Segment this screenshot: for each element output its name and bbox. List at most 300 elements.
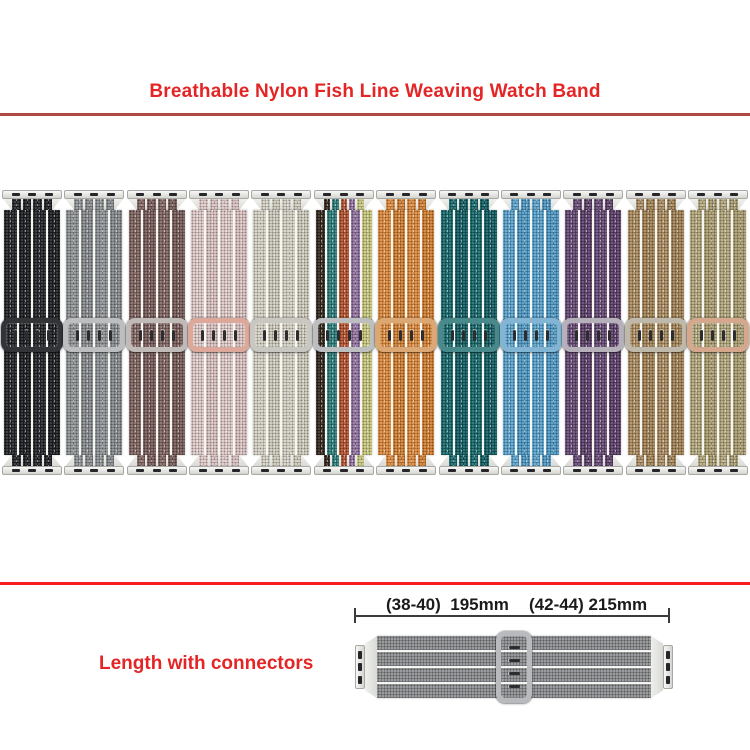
connector-slot [107, 469, 115, 473]
band-rope [272, 455, 281, 466]
band-buckle [126, 318, 188, 352]
buckle-screw [139, 330, 142, 341]
band-rope [449, 199, 458, 210]
size-label-42-44: (42-44) 215mm [529, 595, 648, 614]
band-body-wrap [191, 210, 247, 455]
connector-slot [573, 193, 581, 197]
band-rope [646, 199, 655, 210]
band-rope [147, 455, 156, 466]
band-rope [293, 199, 302, 210]
band-buckle [63, 318, 125, 352]
buckle-screw [348, 330, 351, 341]
band-rope [23, 455, 32, 466]
connector-slot [12, 469, 20, 473]
buckle-screw [711, 330, 714, 341]
band-connector-neck [688, 455, 748, 466]
connector-slot [215, 193, 223, 197]
band-rope [23, 199, 32, 210]
buckle-screw [296, 330, 299, 341]
connector-slot [358, 663, 362, 671]
band-connector-bar [189, 466, 249, 475]
buckle-screw [608, 330, 611, 341]
band-rope [418, 455, 427, 466]
band-buckle [438, 318, 500, 352]
band-rope [168, 455, 177, 466]
band-rope [584, 199, 593, 210]
band-body-wrap [441, 210, 497, 455]
buckle-screw [671, 330, 674, 341]
connector-slot [74, 193, 82, 197]
band-connector-neck [2, 199, 62, 210]
band-buckle [375, 318, 437, 352]
band-rope [397, 455, 406, 466]
band-rope [573, 455, 582, 466]
buckle-screw [575, 330, 578, 341]
band-rope [95, 199, 104, 210]
band-connector-neck [563, 455, 623, 466]
band-rope [729, 199, 738, 210]
band-connector-bar [251, 190, 311, 199]
buckle-screw [509, 685, 520, 688]
connector-slot [12, 193, 20, 197]
page-title: Breathable Nylon Fish Line Weaving Watch Band [149, 81, 601, 102]
connector-slot [510, 469, 518, 473]
band-connector-neck [64, 455, 124, 466]
connector-slot [481, 469, 489, 473]
connector-slot [465, 469, 473, 473]
band-buckle [250, 318, 312, 352]
band-body-wrap [378, 210, 434, 455]
band-connector-neck [251, 455, 311, 466]
diagram-band-buckle [496, 631, 532, 703]
band-rope [459, 199, 468, 210]
connector-slot [261, 193, 269, 197]
buckle-screw [586, 330, 589, 341]
band-rope [698, 199, 707, 210]
band-rope [719, 455, 728, 466]
band-rope [584, 455, 593, 466]
connector-slot [261, 469, 269, 473]
connector-slot [153, 469, 161, 473]
watch-band-orange [376, 190, 436, 475]
band-rope [85, 199, 94, 210]
band-body-wrap [129, 210, 185, 455]
band-connector-neck [127, 455, 187, 466]
band-connector-bar [501, 466, 561, 475]
buckle-screw [649, 330, 652, 341]
connector-slot [697, 193, 705, 197]
band-rope [459, 455, 468, 466]
band-rope [74, 455, 83, 466]
buckle-screw [201, 330, 204, 341]
band-connector-neck [688, 199, 748, 210]
band-connector-bar [501, 190, 561, 199]
connector-slot [448, 193, 456, 197]
band-rope [470, 199, 479, 210]
band-rope [511, 455, 520, 466]
band-rope [357, 455, 363, 466]
band-rope [199, 455, 208, 466]
band-rope [106, 199, 115, 210]
connector-slot [294, 193, 302, 197]
watch-band-cream [251, 190, 311, 475]
buckle-screw [212, 330, 215, 341]
connector-slot [340, 193, 348, 197]
connector-slot [666, 651, 670, 659]
connector-slot [419, 193, 427, 197]
band-rope [293, 455, 302, 466]
band-buckle [188, 318, 250, 352]
band-rope [698, 455, 707, 466]
band-rope [729, 455, 738, 466]
band-rope [282, 199, 291, 210]
band-connector-neck [501, 199, 561, 210]
band-rope [168, 199, 177, 210]
buckle-screw [359, 330, 362, 341]
band-rope [532, 455, 541, 466]
band-rope [386, 199, 395, 210]
connector-slot [199, 193, 207, 197]
connector-slot [527, 469, 535, 473]
band-connector-bar [688, 466, 748, 475]
band-rope [708, 455, 717, 466]
buckle-screw [47, 330, 50, 341]
band-rope [137, 455, 146, 466]
buckle-screw [285, 330, 288, 341]
connector-slot [199, 469, 207, 473]
band-buckle [562, 318, 624, 352]
band-rope [386, 455, 395, 466]
band-rope [147, 199, 156, 210]
connector-slot [45, 469, 53, 473]
band-connector-bar [563, 466, 623, 475]
band-rope [636, 199, 645, 210]
connector-slot [635, 193, 643, 197]
connector-slot [169, 193, 177, 197]
connector-slot [419, 469, 427, 473]
connector-slot [402, 193, 410, 197]
buckle-screw [150, 330, 153, 341]
buckle-screw [421, 330, 424, 341]
connector-slot [386, 469, 394, 473]
connector-slot [45, 193, 53, 197]
band-connector-neck [251, 199, 311, 210]
band-connector-bar [355, 645, 365, 689]
connector-slot [356, 193, 364, 197]
connector-slot [107, 193, 115, 197]
buckle-screw [597, 330, 600, 341]
connector-slot [232, 193, 240, 197]
band-connector-neck [626, 455, 686, 466]
connector-slot [606, 193, 614, 197]
band-connector-bar [626, 190, 686, 199]
band-rope [349, 199, 355, 210]
band-rope [605, 199, 614, 210]
band-rope [605, 455, 614, 466]
buckle-screw [509, 672, 520, 675]
connector-slot [323, 193, 331, 197]
band-rope [33, 199, 42, 210]
band-rope [85, 455, 94, 466]
buckle-screw [700, 330, 703, 341]
band-rope [282, 455, 291, 466]
bottom-divider-line [0, 582, 750, 585]
band-rope [332, 455, 338, 466]
connector-slot [90, 193, 98, 197]
buckle-screw [337, 330, 340, 341]
band-body-wrap [253, 210, 309, 455]
dimension-line [355, 615, 670, 617]
watch-band-khaki [626, 190, 686, 475]
band-rope [231, 455, 240, 466]
band-connector-neck [189, 199, 249, 210]
band-connector-bar [439, 190, 499, 199]
connector-slot [697, 469, 705, 473]
buckle-screw [263, 330, 266, 341]
band-connector-bar [2, 466, 62, 475]
band-rope [657, 199, 666, 210]
band-rope [573, 199, 582, 210]
band-connector-neck [189, 455, 249, 466]
band-connector-bar [663, 645, 673, 689]
connector-slot [356, 469, 364, 473]
buckle-screw [473, 330, 476, 341]
band-rope [594, 455, 603, 466]
connector-slot [323, 469, 331, 473]
connector-slot [543, 469, 551, 473]
band-connector-neck [376, 455, 436, 466]
connector-slot [169, 469, 177, 473]
buckle-screw [274, 330, 277, 341]
band-connector-bar [376, 190, 436, 199]
band-body-wrap [503, 210, 559, 455]
buckle-screw [660, 330, 663, 341]
connector-slot [136, 193, 144, 197]
watch-band-light-khaki [688, 190, 748, 475]
band-rope [480, 199, 489, 210]
band-rope [470, 455, 479, 466]
connector-slot [652, 193, 660, 197]
band-connector-bar [563, 190, 623, 199]
band-rope [521, 455, 530, 466]
band-rope [44, 199, 53, 210]
band-connector-bar [314, 466, 374, 475]
band-connector-bar [314, 190, 374, 199]
watch-band-brown [127, 190, 187, 475]
length-diagram-band [355, 636, 673, 698]
band-connector-neck [439, 199, 499, 210]
connector-slot [730, 193, 738, 197]
connector-slot [402, 469, 410, 473]
band-rope [95, 455, 104, 466]
band-rope [407, 455, 416, 466]
connector-slot [277, 469, 285, 473]
buckle-screw [451, 330, 454, 341]
watch-band-purple [563, 190, 623, 475]
band-connector-bar [189, 190, 249, 199]
band-rope [12, 455, 21, 466]
buckle-screw [87, 330, 90, 341]
band-rope [324, 455, 330, 466]
connector-slot [668, 193, 676, 197]
band-rope [480, 455, 489, 466]
band-connector-neck [314, 455, 374, 466]
watch-band-teal [439, 190, 499, 475]
buckle-screw [109, 330, 112, 341]
band-rope [667, 455, 676, 466]
band-connector-bar [2, 190, 62, 199]
band-rope [357, 199, 363, 210]
band-connector-neck [626, 199, 686, 210]
connector-slot [481, 193, 489, 197]
band-rope [646, 455, 655, 466]
buckle-screw [410, 330, 413, 341]
buckle-screw [14, 330, 17, 341]
band-buckle [687, 318, 749, 352]
band-rope [521, 199, 530, 210]
watch-band-rainbow [314, 190, 374, 475]
band-connector-bar [64, 466, 124, 475]
connector-slot [136, 469, 144, 473]
band-rope [667, 199, 676, 210]
band-connector-neck [127, 199, 187, 210]
band-rope [272, 199, 281, 210]
watch-band-blue [501, 190, 561, 475]
connector-slot [510, 193, 518, 197]
buckle-screw [524, 330, 527, 341]
band-buckle [313, 318, 375, 352]
connector-slot [232, 469, 240, 473]
band-rope [33, 455, 42, 466]
band-connector-neck [64, 199, 124, 210]
connector-slot [448, 469, 456, 473]
band-rope [44, 455, 53, 466]
connector-slot [714, 193, 722, 197]
buckle-screw [638, 330, 641, 341]
band-connector-neck [365, 636, 377, 698]
band-connector-bar [688, 190, 748, 199]
watch-band-pink [189, 190, 249, 475]
connector-slot [730, 469, 738, 473]
band-connector-neck [376, 199, 436, 210]
band-rope [407, 199, 416, 210]
band-rope [210, 455, 219, 466]
connector-slot [543, 193, 551, 197]
band-connector-neck [314, 199, 374, 210]
buckle-screw [388, 330, 391, 341]
band-connector-bar [127, 466, 187, 475]
connector-slot [666, 663, 670, 671]
connector-slot [340, 469, 348, 473]
connector-slot [589, 469, 597, 473]
band-rope [532, 199, 541, 210]
buckle-screw [172, 330, 175, 341]
band-rope [418, 199, 427, 210]
band-body-wrap [565, 210, 621, 455]
buckle-screw [509, 659, 520, 662]
connector-slot [386, 193, 394, 197]
buckle-screw [326, 330, 329, 341]
connector-slot [358, 676, 362, 684]
band-rope [341, 199, 347, 210]
band-rope [12, 199, 21, 210]
size-label-38-40: (38-40) 195mm [386, 595, 509, 614]
band-connector-bar [376, 466, 436, 475]
connector-slot [589, 193, 597, 197]
band-buckle [625, 318, 687, 352]
buckle-screw [509, 646, 520, 649]
buckle-screw [722, 330, 725, 341]
buckle-screw [399, 330, 402, 341]
connector-slot [358, 651, 362, 659]
band-rope [158, 455, 167, 466]
band-connector-neck [439, 455, 499, 466]
band-rope [542, 455, 551, 466]
connector-slot [635, 469, 643, 473]
band-connector-bar [439, 466, 499, 475]
band-rope [332, 199, 338, 210]
band-buckle [500, 318, 562, 352]
band-rope [158, 199, 167, 210]
connector-slot [215, 469, 223, 473]
top-divider-line [0, 113, 750, 116]
band-rope [220, 455, 229, 466]
band-rope [106, 455, 115, 466]
band-connector-bar [64, 190, 124, 199]
connector-slot [652, 469, 660, 473]
band-rope [636, 455, 645, 466]
band-rope [542, 199, 551, 210]
buckle-screw [36, 330, 39, 341]
connector-slot [668, 469, 676, 473]
connector-slot [606, 469, 614, 473]
band-rope [349, 455, 355, 466]
band-rope [199, 199, 208, 210]
band-rope [708, 199, 717, 210]
band-body-wrap [316, 210, 372, 455]
connector-slot [573, 469, 581, 473]
bands-row [2, 190, 748, 475]
band-body-wrap [690, 210, 746, 455]
band-body-wrap [4, 210, 60, 455]
connector-slot [527, 193, 535, 197]
band-rope [74, 199, 83, 210]
buckle-screw [161, 330, 164, 341]
band-rope [341, 455, 347, 466]
connector-slot [28, 193, 36, 197]
connector-slot [153, 193, 161, 197]
buckle-screw [513, 330, 516, 341]
band-buckle [1, 318, 63, 352]
connector-slot [28, 469, 36, 473]
band-rope [210, 199, 219, 210]
connector-slot [714, 469, 722, 473]
buckle-screw [98, 330, 101, 341]
band-connector-bar [251, 466, 311, 475]
band-connector-neck [2, 455, 62, 466]
band-rope [324, 199, 330, 210]
band-connector-bar [626, 466, 686, 475]
dimension-tick-left [354, 608, 356, 623]
buckle-screw [462, 330, 465, 341]
band-body-wrap [628, 210, 684, 455]
dimension-tick-right [668, 608, 670, 623]
band-rope [657, 455, 666, 466]
connector-slot [74, 469, 82, 473]
band-connector-bar [127, 190, 187, 199]
band-connector-neck [501, 455, 561, 466]
band-rope [594, 199, 603, 210]
